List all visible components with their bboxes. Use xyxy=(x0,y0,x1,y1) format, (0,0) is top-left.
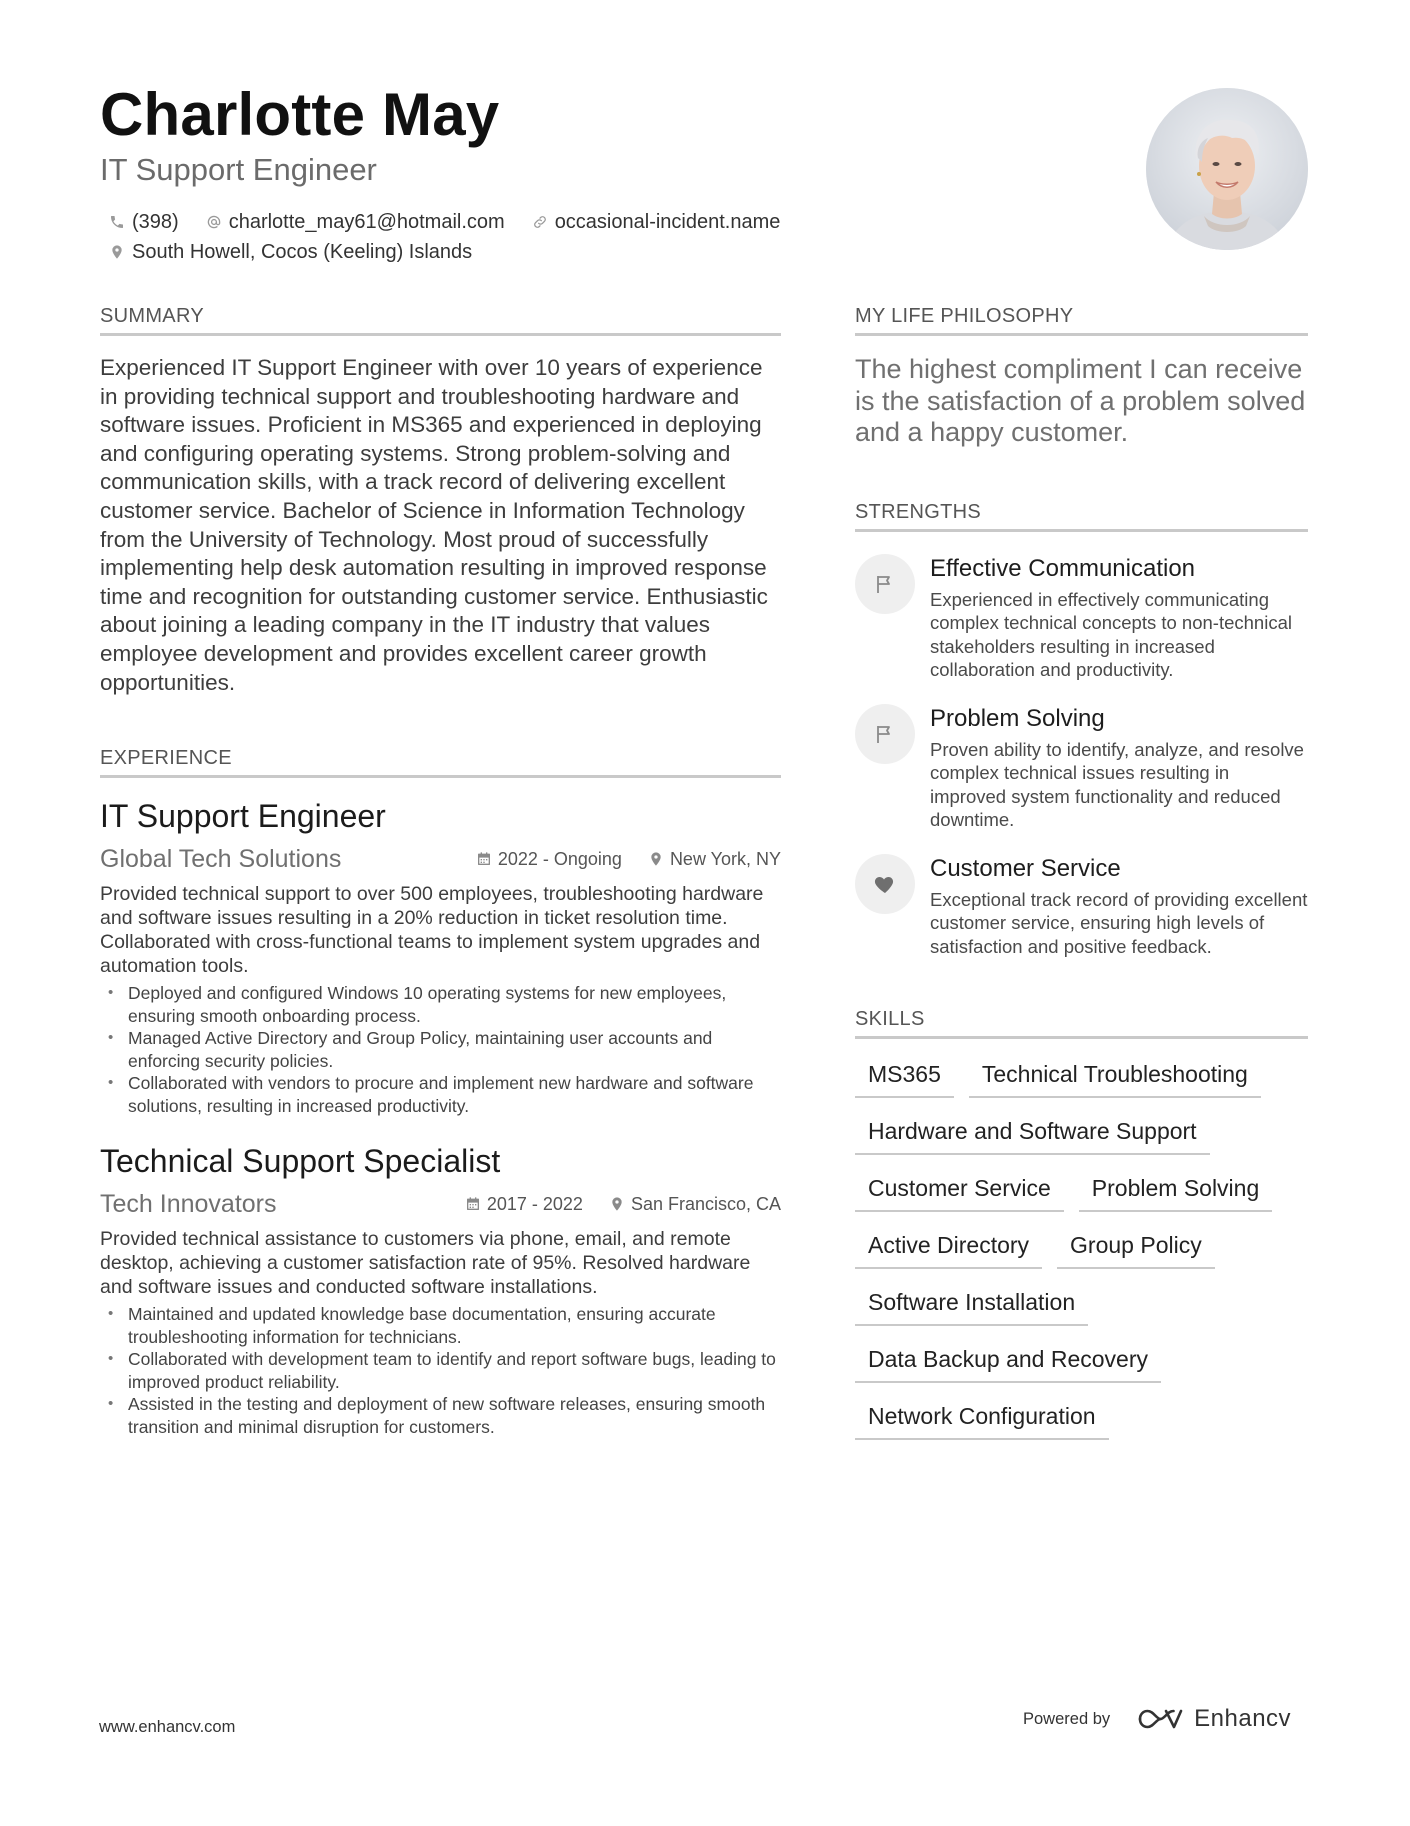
link-icon xyxy=(531,213,549,231)
skill-tag: Software Installation xyxy=(855,1283,1088,1326)
left-column xyxy=(100,305,781,1438)
phone-text: (398) xyxy=(132,210,179,233)
email-text: charlotte_may61@hotmail.com xyxy=(228,210,505,233)
list-item: • Assisted in the testing and deployment of new software releases, ensuring smooth transition and minimal disruption for customers. xyxy=(100,1393,781,1438)
location-pin-icon xyxy=(108,243,126,261)
philosophy-text: The highest compliment I can receive is the satisfaction of a problem solved and a happy customer. xyxy=(855,354,1306,447)
contact-phone[interactable] xyxy=(108,211,179,234)
contact-info xyxy=(108,207,806,267)
contact-location xyxy=(108,241,472,264)
strength-item xyxy=(855,554,1308,682)
at-icon xyxy=(205,213,223,231)
skills-list xyxy=(855,1055,1308,1454)
strength-title: Customer Service xyxy=(930,854,1121,882)
avatar xyxy=(1146,88,1308,250)
philosophy-heading: MY LIFE PHILOSOPHY xyxy=(855,305,1308,336)
powered-by-label: Powered by xyxy=(1023,1709,1111,1728)
list-item: • Managed Active Directory and Group Policy, maintaining user accounts and enforcing security policies. xyxy=(100,1027,781,1072)
location-pin-icon xyxy=(648,851,664,867)
contact-email[interactable] xyxy=(205,211,505,234)
skill-tag: Hardware and Software Support xyxy=(855,1112,1210,1155)
enhancv-logo-icon xyxy=(1136,1705,1184,1733)
job-description: Provided technical assistance to customers via phone, email, and remote desktop, achieving a customer satisfaction rate of 95%. Resolved hardware and software issues and conducted software installations. xyxy=(100,1228,751,1299)
list-item: • Deployed and configured Windows 10 operating systems for new employees, ensuring smooth onboarding process. xyxy=(100,982,781,1027)
skill-tag: Group Policy xyxy=(1057,1226,1215,1269)
experience-heading: EXPERIENCE xyxy=(100,747,781,778)
website-text: occasional-incident.name xyxy=(554,210,781,233)
job-description: Provided technical support to over 500 employees, troubleshooting hardware and software issues resulting in a 20% reduction in ticket resolution time. Collaborated with cross-functional teams to implement system upgrades and automation tools. xyxy=(100,883,764,978)
contact-website[interactable] xyxy=(531,211,781,234)
skill-tag: Technical Troubleshooting xyxy=(969,1055,1261,1098)
strength-title: Effective Communication xyxy=(930,554,1196,582)
list-item: • Collaborated with development team to identify and report software bugs, leading to improved product reliability. xyxy=(100,1348,781,1393)
flag-icon xyxy=(855,704,915,764)
location-pin-icon xyxy=(609,1196,625,1212)
strength-description: Exceptional track record of providing excellent customer service, ensuring high levels of satisfaction and positive feedback. xyxy=(930,888,1308,957)
job-location: San Francisco, CA xyxy=(609,1194,781,1215)
list-item: • Maintained and updated knowledge base documentation, ensuring accurate troubleshooting information for technicians. xyxy=(100,1303,781,1348)
skill-tag: Customer Service xyxy=(855,1169,1064,1212)
skill-tag: Problem Solving xyxy=(1079,1169,1272,1212)
location-text: South Howell, Cocos (Keeling) Islands xyxy=(132,240,473,263)
strength-description: Experienced in effectively communicating complex technical concepts to non-technical stakeholders resulting in increased collaboration and productivity. xyxy=(930,588,1292,680)
job-title: Technical Support Specialist xyxy=(100,1143,501,1180)
candidate-role: IT Support Engineer xyxy=(100,152,377,187)
skills-section xyxy=(855,1008,1308,1454)
phone-icon xyxy=(108,213,126,231)
job-entry xyxy=(100,798,781,1117)
strength-title: Problem Solving xyxy=(930,704,1105,732)
brand-name: Enhancv xyxy=(1194,1705,1292,1732)
job-bullets xyxy=(100,1303,781,1438)
skill-tag: MS365 xyxy=(855,1055,954,1098)
company-name: Tech Innovators xyxy=(100,1190,277,1219)
calendar-icon xyxy=(476,851,492,867)
company-name: Global Tech Solutions xyxy=(100,845,342,874)
summary-text: Experienced IT Support Engineer with over 10 years of experience in providing technical support and troubleshooting hardware and software issues. Proficient in MS365 and experienced in deploying and configuring operating systems. Strong problem-solving and communication skills, with a track record of delivering excellent customer service. Bachelor of Science in Information Technology from the University of Technology. Most proud of successfully implementing help desk automation resulting in improved response time and recognition for outstanding customer service. Enthusiastic about joining a leading company in the IT industry that values employee development and provides excellent career growth opportunities. xyxy=(100,355,768,695)
skills-heading: SKILLS xyxy=(855,1008,1308,1039)
strengths-heading: STRENGTHS xyxy=(855,501,1308,532)
job-location: New York, NY xyxy=(648,849,781,870)
job-dates: 2017 - 2022 xyxy=(465,1194,583,1215)
right-column xyxy=(855,305,1308,1454)
calendar-icon xyxy=(465,1196,481,1212)
skill-tag: Active Directory xyxy=(855,1226,1042,1269)
heart-icon xyxy=(855,854,915,914)
flag-icon xyxy=(855,554,915,614)
job-dates: 2022 - Ongoing xyxy=(476,849,622,870)
job-title: IT Support Engineer xyxy=(100,798,386,835)
experience-section xyxy=(100,747,781,1438)
job-bullets xyxy=(100,982,781,1117)
list-item: • Collaborated with vendors to procure and implement new hardware and software solutions, resulting in increased productivity. xyxy=(100,1072,781,1117)
strength-item xyxy=(855,704,1308,832)
strength-item xyxy=(855,854,1308,959)
footer-branding xyxy=(1023,1705,1291,1733)
skill-tag: Data Backup and Recovery xyxy=(855,1340,1161,1383)
footer-website[interactable]: www.enhancv.com xyxy=(99,1718,236,1736)
strengths-section xyxy=(855,501,1308,959)
strength-description: Proven ability to identify, analyze, and resolve complex technical issues resulting in improved system functionality and reduced downtime. xyxy=(930,738,1304,830)
candidate-name: Charlotte May xyxy=(100,81,500,148)
job-entry xyxy=(100,1143,781,1438)
skill-tag: Network Configuration xyxy=(855,1397,1109,1440)
summary-heading: SUMMARY xyxy=(100,305,781,336)
